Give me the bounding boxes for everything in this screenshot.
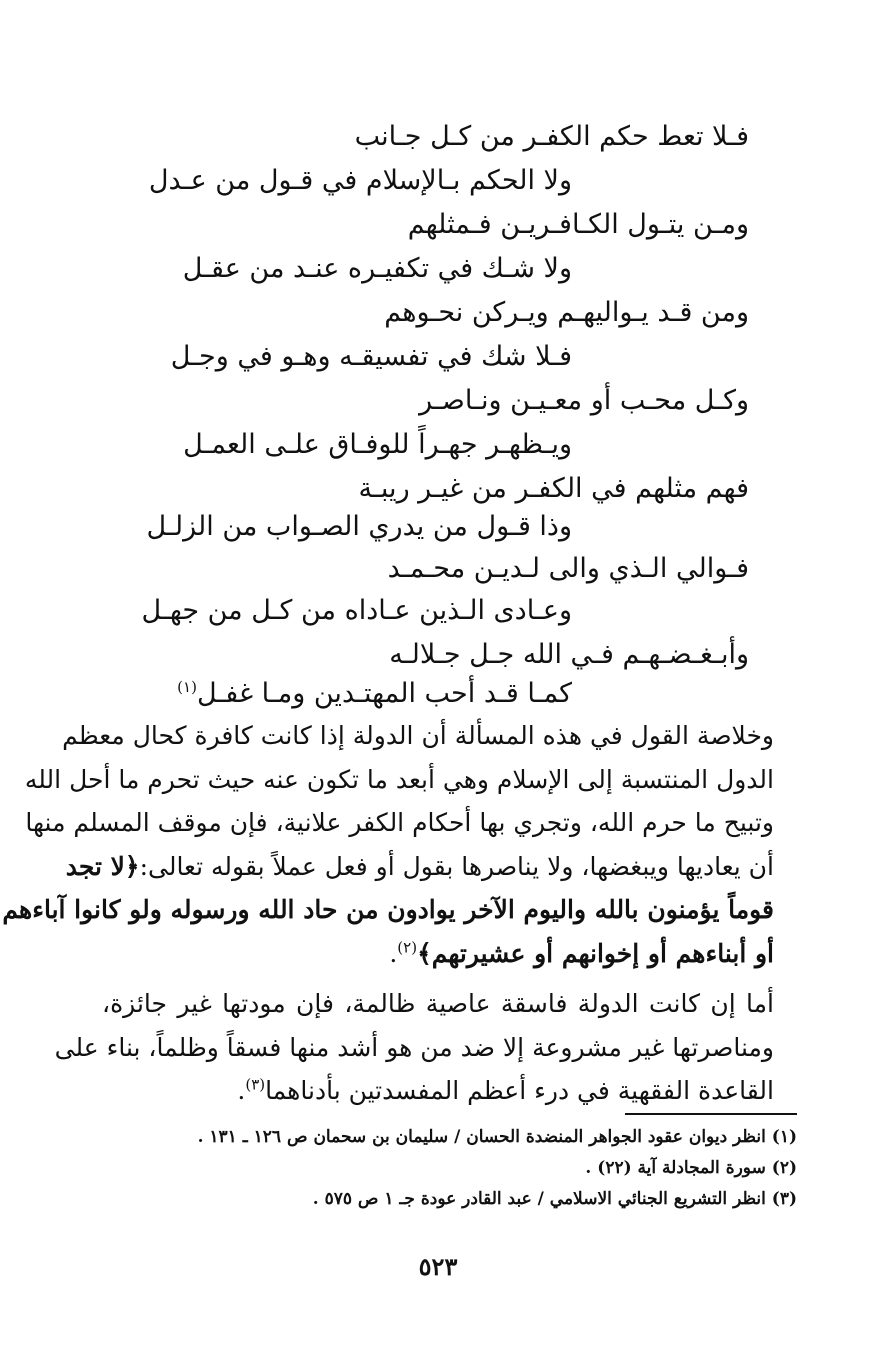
footnote-ref-3: (٣) xyxy=(245,1075,266,1094)
poem-line-text: كمـا قـد أحب المهتـدين ومـا غفـل xyxy=(196,678,572,709)
footnote-2: (٢) سورة المجادلة آية (٢٢) . xyxy=(585,1158,797,1178)
poem-line: ومـن يتـول الكـافـريـن فـمثلهم xyxy=(407,209,749,240)
period: . xyxy=(389,938,398,968)
poem-line: وعـادى الـذين عـاداه من كـل من جهـل xyxy=(141,595,572,626)
paragraph-line xyxy=(102,1069,774,1113)
quran-quote-end: أو أبناءهم أو إخوانهم أو عشيرتهم﴾ xyxy=(417,938,774,968)
footnote-ref-2: (٢) xyxy=(397,938,418,957)
paragraph-conclusion xyxy=(2,714,774,975)
poem-line: ولا شـك في تكفيـره عنـد من عقـل xyxy=(182,253,572,284)
poem-line: وكـل محـب أو معـيـن ونـاصـر xyxy=(419,385,749,416)
poem-line: ويـظهـر جهـراً للوفـاق علـى العمـل xyxy=(183,429,572,460)
footnote-1: (١) انظر ديوان عقود الجواهر المنضدة الحسان / سليمان بن سحمان ص ١٢٦ ـ ١٣١ . xyxy=(197,1127,797,1147)
poem-line: فـلا تعط حكم الكفـر من كـل جـانب xyxy=(354,121,749,152)
paragraph-text: القاعدة الفقهية في درء أعظم المفسدتين بأدناهما xyxy=(265,1076,774,1105)
poem-line: فـوالي الـذي والى لـديـن محـمـد xyxy=(387,553,749,584)
poem-line-last xyxy=(177,674,572,714)
poem-line: وذا قـول من يدري الصـواب من الزلـل xyxy=(146,511,572,542)
footnote-3: (٣) انظر التشريع الجنائي الاسلامي / عبد القادر عودة جـ ١ ص ٥٧٥ . xyxy=(312,1189,797,1209)
period: . xyxy=(237,1076,246,1105)
paragraph-line xyxy=(65,845,774,889)
paragraph-line: الدول المنتسبة إلى الإسلام وهي أبعد ما تكون عنه حيث تحرم ما أحل الله xyxy=(24,764,774,794)
paragraph-line xyxy=(102,932,774,976)
page-number: ٥٢٣ xyxy=(418,1252,458,1281)
paragraph-line: وخلاصة القول في هذه المسألة أن الدولة إذا كانت كافرة كحال معظم xyxy=(62,721,774,750)
poem-line: فهم مثلهم في الكفـر من غيـر ريبـة xyxy=(358,473,749,504)
quran-quote-line: قوماً يؤمنون بالله واليوم الآخر يوادون من حاد الله ورسوله ولو كانوا آباءهم xyxy=(2,895,774,924)
footnote-ref-1: (١) xyxy=(177,678,197,696)
poem-line: وأبـغـضـهـم فـي الله جـل جـلالـه xyxy=(389,639,749,670)
poem-line: فـلا شك في تفسيقـه وهـو في وجـل xyxy=(170,341,572,372)
poem-line: ومن قـد يـواليهـم ويـركن نحـوهم xyxy=(384,297,749,328)
poem-line: ولا الحكم بـالإسلام في قـول من عـدل xyxy=(148,165,572,196)
paragraph-line: أما إن كانت الدولة فاسقة عاصية ظالمة، فإن مودتها غير جائزة، xyxy=(102,989,774,1018)
paragraph-fasiq-state xyxy=(54,982,774,1113)
paragraph-line: ومناصرتها غير مشروعة إلا ضد من هو أشد منها فسقاً وظلماً، بناء على xyxy=(54,1032,774,1062)
quran-quote-start: ﴿لا تجد xyxy=(65,851,140,881)
paragraph-text: أن يعاديها ويبغضها، ولا يناصرها بقول أو فعل عملاً بقوله تعالى: xyxy=(139,851,774,881)
paragraph-line: وتبيح ما حرم الله، وتجري بها أحكام الكفر علانية، فإن موقف المسلم منها xyxy=(25,808,774,837)
footnote-divider xyxy=(625,1113,797,1115)
